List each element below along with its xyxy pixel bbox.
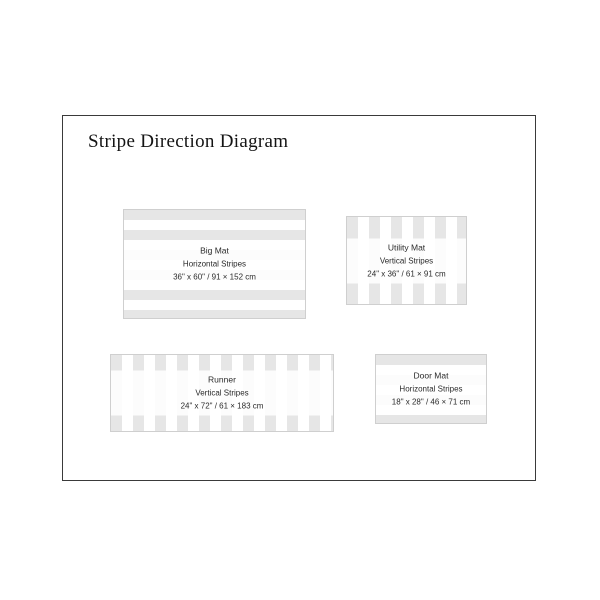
mat-stripe-direction: Vertical Stripes <box>195 388 249 398</box>
mat-name: Door Mat <box>413 370 449 381</box>
mat-label-door-mat <box>376 367 486 412</box>
mat-label-runner <box>111 371 333 416</box>
mat-stripe-direction: Vertical Stripes <box>379 256 434 265</box>
mat-label-big-mat <box>124 242 305 287</box>
mat-runner[interactable] <box>110 354 334 432</box>
mat-stripe-direction: Horizontal Stripes <box>399 384 463 394</box>
mat-dimensions: 36" x 60" / 91 × 152 cm <box>173 272 256 282</box>
mat-door-mat[interactable] <box>375 354 487 424</box>
mat-utility-mat[interactable] <box>346 216 467 305</box>
mat-dimensions: 24" x 72" / 61 × 183 cm <box>180 401 264 411</box>
mat-name: Utility Mat <box>387 242 426 252</box>
mat-name: Big Mat <box>200 245 229 256</box>
mat-big-mat[interactable] <box>123 209 306 319</box>
mat-dimensions: 18" x 28" / 46 × 71 cm <box>391 397 471 407</box>
mat-name: Runner <box>208 374 236 385</box>
page-title: Stripe Direction Diagram <box>88 131 289 152</box>
mat-dimensions: 24" x 36" / 61 × 91 cm <box>367 269 446 278</box>
mat-stripe-direction: Horizontal Stripes <box>182 259 247 269</box>
mat-label-utility-mat <box>347 238 466 283</box>
